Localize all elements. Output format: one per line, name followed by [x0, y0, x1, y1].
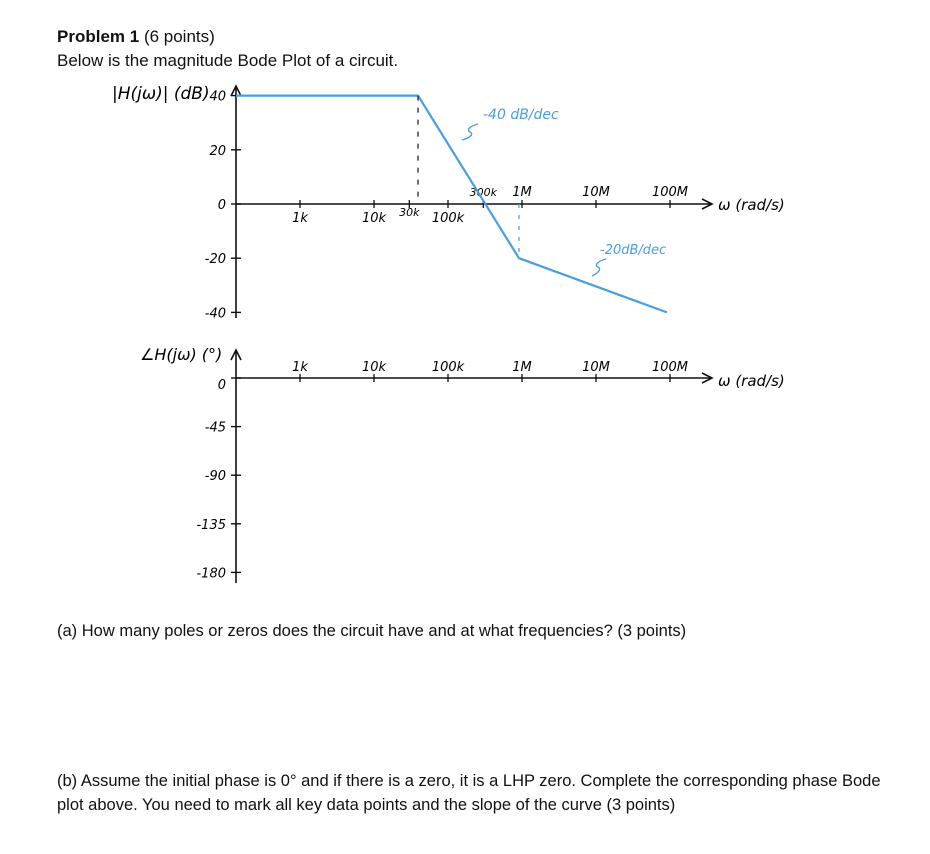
- magnitude-y-tick-label: -40: [204, 306, 226, 322]
- slope-label-minus40: -40 dB/dec: [483, 107, 559, 123]
- phase-x-tick-label: 10k: [361, 360, 387, 375]
- problem-label: Problem 1: [57, 27, 140, 46]
- magnitude-x-tick-label: 30k: [399, 206, 420, 219]
- question-a: (a) How many poles or zeros does the circuit have and at what frequencies? (3 points): [57, 622, 687, 640]
- magnitude-y-label: |H(jω)| (dB): [112, 84, 210, 104]
- magnitude-axes: [231, 86, 712, 318]
- phase-y-tick-label: -45: [204, 420, 226, 436]
- magnitude-x-tick-label: 100k: [431, 211, 465, 226]
- magnitude-x-tick-label: 10k: [361, 211, 387, 226]
- magnitude-y-tick-label: 0: [217, 198, 226, 213]
- phase-y-tick-label: -135: [196, 517, 226, 533]
- magnitude-x-tick-label: 1M: [512, 185, 532, 200]
- phase-x-tick-label: 1M: [512, 360, 532, 375]
- phase-y-label: ∠H(jω) (°): [140, 345, 223, 364]
- problem-points: (6 points): [143, 27, 215, 46]
- phase-x-tick-label: 100k: [431, 360, 465, 375]
- magnitude-y-tick-label: 40: [209, 89, 226, 105]
- phase-x-label: ω (rad/s): [718, 372, 785, 390]
- question-b: (b) Assume the initial phase is 0° and if there is a zero, it is a LHP zero. Complete the corresponding phase Bode plot above. You need to mark all key data points and the slope of the curve (3 points): [57, 772, 881, 814]
- slope-pointer-1: [462, 124, 478, 140]
- slope-label-minus20: -20dB/dec: [600, 243, 667, 258]
- phase-x-tick-label: 1k: [292, 360, 308, 375]
- phase-x-tick-label: 100M: [651, 360, 689, 375]
- magnitude-x-ticks: [292, 185, 688, 226]
- phase-y-tick-label: -90: [204, 469, 226, 485]
- magnitude-y-tick-label: -20: [204, 252, 226, 268]
- phase-y-ticks: [196, 378, 241, 581]
- magnitude-x-label: ω (rad/s): [718, 196, 785, 214]
- magnitude-x-tick-label: 100M: [651, 185, 689, 200]
- phase-axes: [231, 350, 712, 583]
- slope-pointer-2: [592, 259, 606, 276]
- magnitude-x-tick-label: 1k: [292, 211, 308, 226]
- phase-y-tick-label: 0: [217, 378, 226, 393]
- magnitude-x-tick-label: 300k: [469, 186, 497, 199]
- phase-y-tick-label: -180: [196, 566, 226, 582]
- problem-intro: Below is the magnitude Bode Plot of a circuit.: [57, 51, 399, 70]
- magnitude-x-tick-label: 10M: [582, 185, 610, 200]
- phase-x-tick-label: 10M: [582, 360, 610, 375]
- magnitude-y-tick-label: 20: [209, 143, 226, 159]
